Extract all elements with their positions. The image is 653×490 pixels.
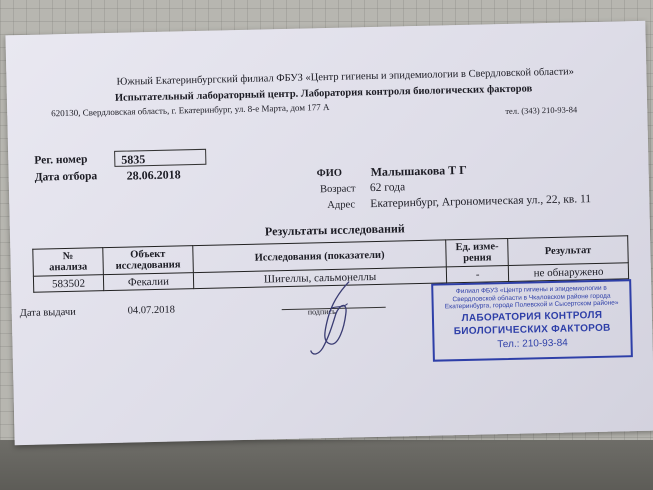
stamp-phone: Тел.: 210-93-84 — [497, 337, 568, 350]
patient-address-value: Екатеринбург, Агрономическая ул., 22, кв. 11 — [370, 193, 592, 211]
col-object-header-line1: Объект — [130, 248, 166, 261]
stamp-title-line2: БИОЛОГИЧЕСКИХ ФАКТОРОВ — [453, 322, 611, 337]
cell-analysis-number: 583502 — [33, 275, 103, 293]
sampling-date-label: Дата отбора — [34, 170, 98, 184]
age-label: Возраст — [319, 183, 356, 196]
handwritten-signature — [291, 277, 373, 359]
fio-label: ФИО — [316, 167, 343, 180]
lab-line: Испытательный лабораторный центр. Лаборатория контроля биологических факторов — [114, 83, 533, 104]
org-line: Южный Екатеринбургский филиал ФБУЗ «Центр гигиены и эпидемиологии в Свердловской области» — [116, 66, 575, 88]
sampling-date-value: 28.06.2018 — [126, 167, 181, 183]
col-unit-header-line2: рения — [463, 252, 492, 264]
col-unit-header-line1: Ед. изме- — [455, 241, 499, 254]
reg-number-value: 5835 — [114, 149, 206, 167]
stamp-title-line1: ЛАБОРАТОРИЯ КОНТРОЛЯ — [461, 309, 603, 324]
notebook-edge — [0, 440, 653, 490]
lab-phone: тел. (343) 210-93-84 — [505, 104, 578, 116]
cell-unit: - — [447, 265, 509, 282]
age-value: 62 года — [369, 181, 406, 195]
cell-study: Шигеллы, сальмонеллы — [193, 267, 447, 289]
col-num-header — [33, 248, 104, 277]
col-object-header-line2: исследования — [115, 259, 181, 272]
cell-result: не обнаружено — [508, 263, 628, 282]
patient-address-label: Адрес — [327, 199, 356, 212]
reg-number-label: Рег. номер — [34, 153, 88, 167]
col-unit-header — [446, 238, 509, 266]
results-title: Результаты исследований — [264, 221, 405, 239]
col-object-header — [103, 246, 194, 275]
issue-date-label: Дата выдачи — [19, 306, 76, 320]
fio-value: Малышакова Т Г — [370, 162, 468, 180]
address-line: 620130, Свердловская область, г. Екатеринбург, ул. 8-е Марта, дом 177 А — [51, 101, 330, 119]
stamp-small-text: Филиал ФБУЗ «Центр гигиены и эпидемиологии в Свердловской области в Чкаловском районе города Екатеринбурга, городе Полевской и Сысертском районе» — [444, 284, 619, 311]
col-study-header: Исследования (показатели) — [193, 240, 447, 273]
col-result-header: Результат — [508, 236, 628, 266]
blue-lab-stamp — [431, 279, 633, 362]
cell-object: Фекалии — [103, 273, 193, 291]
signature-label: подпись — [307, 306, 336, 317]
col-num-header-line1: № — [62, 250, 74, 263]
col-num-header-line2: анализа — [49, 261, 88, 274]
lab-result-sheet — [5, 21, 653, 445]
issue-date-value: 04.07.2018 — [127, 304, 176, 317]
